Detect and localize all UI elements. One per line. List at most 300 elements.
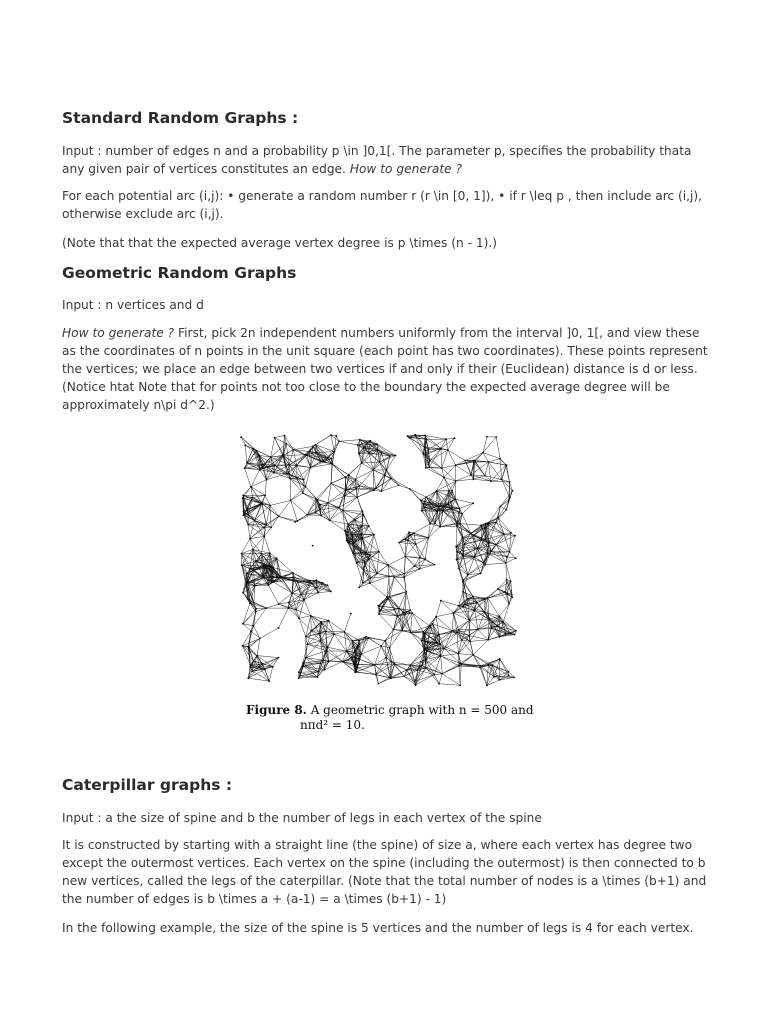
graph-vertex xyxy=(387,598,389,600)
graph-vertex xyxy=(490,550,492,552)
graph-vertex xyxy=(488,461,490,463)
graph-vertex xyxy=(258,666,260,668)
graph-vertex xyxy=(358,640,360,642)
graph-vertex xyxy=(360,551,362,553)
graph-vertex xyxy=(303,479,305,481)
graph-vertex xyxy=(263,565,265,567)
graph-vertex xyxy=(254,585,256,587)
graph-vertex xyxy=(377,449,379,451)
graph-vertex xyxy=(458,629,460,631)
graph-vertex xyxy=(354,671,356,673)
graph-vertex xyxy=(485,523,487,525)
graph-vertex xyxy=(455,480,457,482)
graph-vertex xyxy=(443,477,445,479)
graph-vertex xyxy=(510,580,512,582)
graph-vertex xyxy=(470,532,472,534)
graph-vertex xyxy=(240,436,242,438)
graph-vertex xyxy=(312,545,314,547)
graph-vertex xyxy=(306,514,308,516)
graph-vertex xyxy=(262,575,264,577)
graph-vertex xyxy=(250,664,252,666)
graph-vertex xyxy=(464,460,466,462)
caption-line-2: nπd² = 10. xyxy=(300,718,365,732)
graph-vertex xyxy=(428,537,430,539)
graph-vertex xyxy=(488,618,490,620)
paragraph-standard-note: (Note that that the expected average vertex degree is p \times (n - 1).) xyxy=(62,236,497,250)
graph-vertex xyxy=(350,613,352,615)
graph-vertex xyxy=(438,683,440,685)
graph-vertex xyxy=(262,467,264,469)
graph-vertex xyxy=(384,474,386,476)
graph-vertex xyxy=(288,602,290,604)
graph-vertex xyxy=(326,646,328,648)
graph-vertex xyxy=(394,663,396,665)
graph-vertex xyxy=(491,621,493,623)
graph-vertex xyxy=(266,479,268,481)
graph-vertex xyxy=(455,546,457,548)
paragraph-standard-algorithm: For each potential arc (i,j): • generate a random number r (r \in [0, 1]), • if r \leq p , then include arc (i,j), otherwise exclude arc (i,j). xyxy=(62,189,703,221)
graph-vertex xyxy=(330,483,332,485)
graph-vertex xyxy=(273,472,275,474)
graph-vertex xyxy=(368,637,370,639)
paragraph-caterpillar-example: In the following example, the size of the spine is 5 vertices and the number of legs is 4 for each vertex. xyxy=(62,921,694,935)
graph-vertex xyxy=(428,448,430,450)
graph-vertex xyxy=(410,632,412,634)
graph-vertex xyxy=(422,503,424,505)
graph-vertex xyxy=(354,519,356,521)
graph-vertex xyxy=(466,598,468,600)
standard-input-text: Input : number of edges n and a probability p \in ]0,1[. The parameter p, specifies the probability thata any given pair of vertices constitutes an edge. xyxy=(62,144,692,176)
graph-vertex xyxy=(320,640,322,642)
paragraph-geometric-input: Input : n vertices and d xyxy=(62,298,204,312)
graph-vertex xyxy=(310,630,312,632)
graph-vertex xyxy=(462,591,464,593)
graph-vertex xyxy=(496,625,498,627)
graph-vertex xyxy=(247,677,249,679)
graph-vertex xyxy=(408,531,410,533)
graph-vertex xyxy=(244,444,246,446)
graph-vertex xyxy=(511,594,513,596)
graph-vertex xyxy=(432,623,434,625)
graph-vertex xyxy=(248,647,250,649)
graph-vertex xyxy=(509,551,511,553)
graph-vertex xyxy=(376,443,378,445)
graph-vertex xyxy=(403,676,405,678)
graph-vertex xyxy=(484,527,486,529)
graph-vertex xyxy=(398,542,400,544)
graph-vertex xyxy=(424,447,426,449)
graph-vertex xyxy=(271,582,273,584)
graph-vertex xyxy=(346,540,348,542)
graph-vertex xyxy=(479,666,481,668)
graph-vertex xyxy=(433,674,435,676)
graph-vertex xyxy=(508,671,510,673)
graph-vertex xyxy=(425,659,427,661)
graph-vertex xyxy=(462,579,464,581)
graph-vertex xyxy=(320,461,322,463)
graph-vertex xyxy=(515,630,517,632)
graph-vertex xyxy=(358,587,360,589)
graph-vertex xyxy=(375,488,377,490)
graph-vertex xyxy=(499,506,501,508)
graph-vertex xyxy=(497,588,499,590)
graph-vertex xyxy=(369,582,371,584)
graph-vertex xyxy=(510,633,512,635)
graph-vertex xyxy=(282,455,284,457)
graph-vertex xyxy=(505,562,507,564)
graph-vertex xyxy=(404,613,406,615)
graph-vertex xyxy=(378,551,380,553)
graph-vertex xyxy=(293,577,295,579)
graph-vertex xyxy=(351,534,353,536)
graph-vertex xyxy=(472,502,474,504)
graph-vertex xyxy=(278,627,280,629)
graph-vertex xyxy=(315,444,317,446)
graph-vertex xyxy=(436,510,438,512)
heading-standard-random-graphs: Standard Random Graphs : xyxy=(62,109,299,127)
graph-vertex xyxy=(293,579,295,581)
graph-vertex xyxy=(402,611,404,613)
graph-vertex xyxy=(360,653,362,655)
graph-vertex xyxy=(480,524,482,526)
graph-vertex xyxy=(515,557,517,559)
graph-vertex xyxy=(296,464,298,466)
graph-vertex xyxy=(417,669,419,671)
graph-vertex xyxy=(247,599,249,601)
graph-vertex xyxy=(381,452,383,454)
graph-vertex xyxy=(495,436,497,438)
graph-vertex xyxy=(511,596,513,598)
graph-vertex xyxy=(473,535,475,537)
graph-vertex xyxy=(345,489,347,491)
graph-vertex xyxy=(389,455,391,457)
graph-vertex xyxy=(315,512,317,514)
graph-vertex xyxy=(352,552,354,554)
graph-vertex xyxy=(373,490,375,492)
graph-vertex xyxy=(377,605,379,607)
graph-vertex xyxy=(458,665,460,667)
graph-vertex xyxy=(429,523,431,525)
graph-vertex xyxy=(330,458,332,460)
graph-vertex xyxy=(366,442,368,444)
graph-vertex xyxy=(374,664,376,666)
graph-vertex xyxy=(328,661,330,663)
graph-vertex xyxy=(355,488,357,490)
graph-vertex xyxy=(317,592,319,594)
graph-vertex xyxy=(295,609,297,611)
graph-vertex xyxy=(419,556,421,558)
graph-vertex xyxy=(425,438,427,440)
graph-vertex xyxy=(253,625,255,627)
graph-vertex xyxy=(423,649,425,651)
graph-vertex xyxy=(425,667,427,669)
graph-edge-set xyxy=(241,435,516,686)
graph-vertex xyxy=(242,645,244,647)
graph-vertex xyxy=(426,650,428,652)
graph-vertex xyxy=(244,467,246,469)
graph-vertex xyxy=(451,490,453,492)
graph-vertex xyxy=(255,560,257,562)
graph-vertex xyxy=(512,490,514,492)
graph-vertex xyxy=(317,499,319,501)
graph-vertex xyxy=(263,527,265,529)
graph-vertex xyxy=(423,507,425,509)
graph-vertex xyxy=(499,679,501,681)
graph-vertex xyxy=(317,676,319,678)
graph-vertex xyxy=(373,534,375,536)
graph-vertex xyxy=(380,490,382,492)
graph-vertex xyxy=(454,498,456,500)
graph-vertex xyxy=(505,464,507,466)
graph-vertex xyxy=(469,619,471,621)
graph-vertex xyxy=(309,451,311,453)
graph-vertex xyxy=(484,564,486,566)
graph-vertex xyxy=(249,568,251,570)
graph-vertex xyxy=(333,633,335,635)
graph-vertex xyxy=(444,648,446,650)
graph-vertex xyxy=(262,663,264,665)
graph-vertex xyxy=(505,633,507,635)
graph-vertex xyxy=(302,492,304,494)
graph-vertex xyxy=(261,502,263,504)
graph-vertex xyxy=(348,474,350,476)
graph-vertex xyxy=(278,657,280,659)
graph-vertex xyxy=(440,448,442,450)
graph-vertex xyxy=(456,525,458,527)
graph-vertex xyxy=(395,455,397,457)
graph-vertex xyxy=(405,538,407,540)
graph-vertex xyxy=(419,568,421,570)
graph-vertex xyxy=(470,474,472,476)
graph-vertex xyxy=(477,548,479,550)
graph-vertex xyxy=(368,558,370,560)
graph-vertex xyxy=(455,464,457,466)
graph-vertex xyxy=(246,573,248,575)
graph-vertex xyxy=(472,654,474,656)
graph-vertex xyxy=(480,665,482,667)
graph-vertex xyxy=(363,447,365,449)
graph-vertex xyxy=(447,503,449,505)
graph-vertex xyxy=(286,473,288,475)
graph-vertex xyxy=(441,467,443,469)
graph-vertex xyxy=(403,573,405,575)
paragraph-standard-input xyxy=(62,142,712,178)
graph-vertex xyxy=(513,677,515,679)
graph-vertex xyxy=(247,514,249,516)
graph-vertex xyxy=(484,598,486,600)
graph-vertex xyxy=(438,506,440,508)
graph-vertex xyxy=(323,659,325,661)
graph-vertex xyxy=(428,466,430,468)
graph-vertex xyxy=(318,633,320,635)
graph-vertex xyxy=(249,538,251,540)
graph-vertex xyxy=(247,581,249,583)
graph-vertex xyxy=(251,670,253,672)
graph-vertex xyxy=(460,664,462,666)
graph-vertex xyxy=(241,564,243,566)
graph-vertex xyxy=(448,490,450,492)
graph-vertex xyxy=(263,536,265,538)
graph-vertex xyxy=(274,437,276,439)
graph-vertex xyxy=(461,513,463,515)
graph-vertex xyxy=(415,684,417,686)
graph-vertex xyxy=(319,662,321,664)
graph-vertex xyxy=(355,657,357,659)
graph-vertex xyxy=(273,581,275,583)
graph-vertex xyxy=(274,464,276,466)
graph-vertex xyxy=(354,650,356,652)
graph-vertex xyxy=(422,631,424,633)
graph-vertex xyxy=(270,456,272,458)
graph-vertex xyxy=(365,552,367,554)
graph-vertex xyxy=(456,559,458,561)
paragraph-caterpillar-construction: It is constructed by starting with a straight line (the spine) of size a, where each vertex has degree two except the outermost vertices. Each vertex on the spine (including the outermost) is then connected to b new vertices, called the legs of the caterpillar. (Note that the total number of nodes is a \times (b+1) and the number of edges is b \times a + (a-1) = a \times (b+1) - 1) xyxy=(62,838,707,906)
graph-vertex xyxy=(309,580,311,582)
graph-vertex xyxy=(312,445,314,447)
graph-vertex xyxy=(252,549,254,551)
graph-vertex xyxy=(369,554,371,556)
graph-vertex xyxy=(342,510,344,512)
graph-vertex xyxy=(379,461,381,463)
graph-vertex xyxy=(453,612,455,614)
graph-vertex xyxy=(386,596,388,598)
graph-vertex xyxy=(304,454,306,456)
graph-vertex xyxy=(250,486,252,488)
paragraph-geometric-generate xyxy=(62,324,712,414)
graph-vertex xyxy=(480,539,482,541)
graph-vertex xyxy=(244,514,246,516)
graph-vertex xyxy=(346,534,348,536)
graph-vertex xyxy=(357,667,359,669)
graph-vertex xyxy=(387,564,389,566)
graph-vertex xyxy=(362,582,364,584)
graph-vertex xyxy=(294,521,296,523)
graph-vertex xyxy=(393,629,395,631)
graph-vertex xyxy=(385,657,387,659)
graph-vertex xyxy=(372,469,374,471)
graph-vertex xyxy=(269,552,271,554)
graph-vertex xyxy=(440,655,442,657)
graph-vertex xyxy=(315,579,317,581)
graph-vertex xyxy=(434,564,436,566)
graph-vertex xyxy=(486,685,488,687)
graph-vertex xyxy=(259,469,261,471)
graph-vertex xyxy=(364,562,366,564)
graph-vertex xyxy=(269,564,271,566)
graph-vertex xyxy=(331,463,333,465)
graph-vertex xyxy=(271,566,273,568)
graph-vertex xyxy=(358,658,360,660)
graph-vertex xyxy=(249,666,251,668)
graph-vertex xyxy=(499,458,501,460)
graph-vertex xyxy=(491,627,493,629)
graph-vertex xyxy=(488,542,490,544)
graph-vertex xyxy=(315,452,317,454)
heading-geometric-random-graphs: Geometric Random Graphs xyxy=(62,264,297,282)
graph-vertex xyxy=(438,634,440,636)
graph-vertex xyxy=(368,525,370,527)
graph-vertex xyxy=(384,640,386,642)
graph-vertex xyxy=(409,488,411,490)
graph-vertex xyxy=(487,597,489,599)
graph-vertex xyxy=(461,639,463,641)
graph-vertex xyxy=(317,671,319,673)
graph-vertex xyxy=(483,562,485,564)
graph-vertex xyxy=(484,611,486,613)
graph-vertex xyxy=(429,460,431,462)
graph-vertex xyxy=(456,631,458,633)
graph-vertex xyxy=(265,565,267,567)
graph-vertex xyxy=(256,655,258,657)
how-to-generate-label: How to generate ? xyxy=(62,326,175,340)
graph-vertex xyxy=(262,464,264,466)
graph-vertex xyxy=(242,497,244,499)
graph-vertex xyxy=(398,484,400,486)
graph-vertex xyxy=(443,505,445,507)
graph-vertex xyxy=(261,553,263,555)
graph-vertex xyxy=(408,437,410,439)
graph-vertex xyxy=(467,574,469,576)
graph-vertex xyxy=(287,607,289,609)
graph-vertex xyxy=(330,591,332,593)
graph-vertex xyxy=(327,584,329,586)
graph-vertex xyxy=(421,640,423,642)
graph-vertex xyxy=(356,496,358,498)
how-to-generate-label: How to generate ? xyxy=(349,162,462,176)
graph-vertex xyxy=(292,572,294,574)
graph-vertex xyxy=(338,440,340,442)
graph-vertex xyxy=(265,524,267,526)
graph-vertex xyxy=(296,477,298,479)
graph-vertex xyxy=(359,439,361,441)
graph-vertex xyxy=(264,494,266,496)
graph-vertex xyxy=(462,537,464,539)
graph-vertex xyxy=(473,556,475,558)
graph-vertex xyxy=(378,683,380,685)
graph-vertex xyxy=(499,636,501,638)
graph-vertex xyxy=(409,609,411,611)
graph-vertex xyxy=(327,457,329,459)
graph-vertex xyxy=(310,615,312,617)
graph-vertex xyxy=(490,480,492,482)
graph-vertex xyxy=(508,603,510,605)
graph-vertex xyxy=(404,556,406,558)
graph-vertex xyxy=(476,602,478,604)
graph-vertex xyxy=(474,460,476,462)
graph-vertex xyxy=(334,451,336,453)
graph-vertex xyxy=(369,440,371,442)
graph-vertex xyxy=(363,569,365,571)
graph-vertex xyxy=(305,636,307,638)
graph-vertex xyxy=(288,473,290,475)
graph-vertex xyxy=(345,476,347,478)
graph-vertex xyxy=(327,502,329,504)
graph-vertex xyxy=(315,587,317,589)
graph-vertex xyxy=(497,517,499,519)
graph-vertex xyxy=(255,608,257,610)
graph-vertex xyxy=(277,577,279,579)
paragraph-caterpillar-input: Input : a the size of spine and b the number of legs in each vertex of the spine xyxy=(62,811,542,825)
graph-vertex xyxy=(462,581,464,583)
graph-vertex xyxy=(352,640,354,642)
graph-vertex xyxy=(454,437,456,439)
graph-vertex xyxy=(320,515,322,517)
graph-vertex xyxy=(451,630,453,632)
graph-vertex xyxy=(299,675,301,677)
graph-vertex xyxy=(425,496,427,498)
graph-vertex xyxy=(252,497,254,499)
graph-vertex xyxy=(305,657,307,659)
